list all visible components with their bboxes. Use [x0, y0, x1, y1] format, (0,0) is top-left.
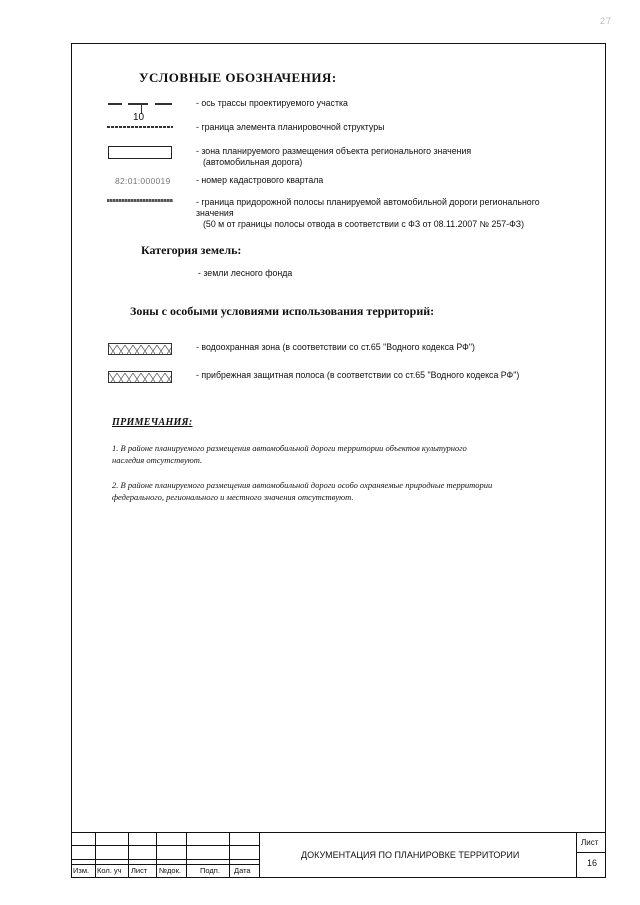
boundary-label: 10	[133, 112, 145, 123]
note-2-line-2: федерального, регионального и местного значения отсутствуют.	[112, 492, 354, 502]
note-2-line-1: 2. В районе планируемого размещения автомобильной дороги особо охраняемые природные территории	[112, 480, 493, 490]
page-number: 27	[600, 16, 613, 26]
tb-header-data: Дата	[234, 866, 251, 875]
note-1-line-2: наследия отсутствуют.	[112, 455, 203, 465]
document-title: ДОКУМЕНТАЦИЯ ПО ПЛАНИРОВКЕ ТЕРРИТОРИИ	[301, 850, 520, 860]
notes-title: ПРИМЕЧАНИЯ:	[112, 417, 193, 428]
legend-item-3-text: - зона планируемого размещения объекта регионального значения	[196, 146, 472, 156]
legend-title: УСЛОВНЫЕ ОБОЗНАЧЕНИЯ:	[139, 70, 337, 85]
legend-item-2-text: - граница элемента планировочной структуры	[196, 122, 385, 132]
zone-item-2-text: - прибрежная защитная полоса (в соответствии со ст.65 "Водного кодекса РФ")	[196, 370, 520, 380]
tb-header-kol-uch: Кол. уч	[97, 866, 122, 875]
legend-item-5-text3: (50 м от границы полосы отвода в соответствии с ФЗ от 08.11.2007 № 257-ФЗ)	[203, 219, 525, 229]
sheet-number: 16	[587, 858, 598, 868]
cadastral-number-symbol: 82:01:000019	[115, 176, 171, 186]
tb-header-ndok: №док.	[159, 866, 181, 875]
zone-item-1-text: - водоохранная зона (в соответствии со ст.65 "Водного кодекса РФ")	[196, 342, 475, 352]
land-category-item: - земли лесного фонда	[198, 268, 293, 278]
water-protection-zone-hatch	[108, 343, 172, 355]
tb-header-podp: Подп.	[200, 866, 220, 875]
land-category-title: Категория земель:	[141, 243, 242, 257]
zones-title: Зоны с особыми условиями использования территорий:	[130, 304, 435, 318]
note-1-line-1: 1. В районе планируемого размещения автомобильной дороги территории объектов культурного	[112, 443, 467, 453]
legend-item-3-text2: (автомобильная дорога)	[203, 157, 303, 167]
legend-item-1-text: - ось трассы проектируемого участка	[196, 98, 348, 108]
tb-header-izm: Изм.	[73, 866, 90, 875]
zone-rect-symbol	[108, 146, 172, 159]
legend-item-5-text2: значения	[196, 208, 234, 218]
legend-item-5-text: - граница придорожной полосы планируемой автомобильной дороги регионального	[196, 197, 540, 207]
legend-item-4-text: - номер кадастрового квартала	[196, 175, 324, 185]
coastal-strip-hatch	[108, 371, 172, 383]
sheet-label: Лист	[581, 838, 599, 847]
roadside-strip-symbol	[107, 199, 173, 202]
tb-header-list: Лист	[131, 866, 148, 875]
